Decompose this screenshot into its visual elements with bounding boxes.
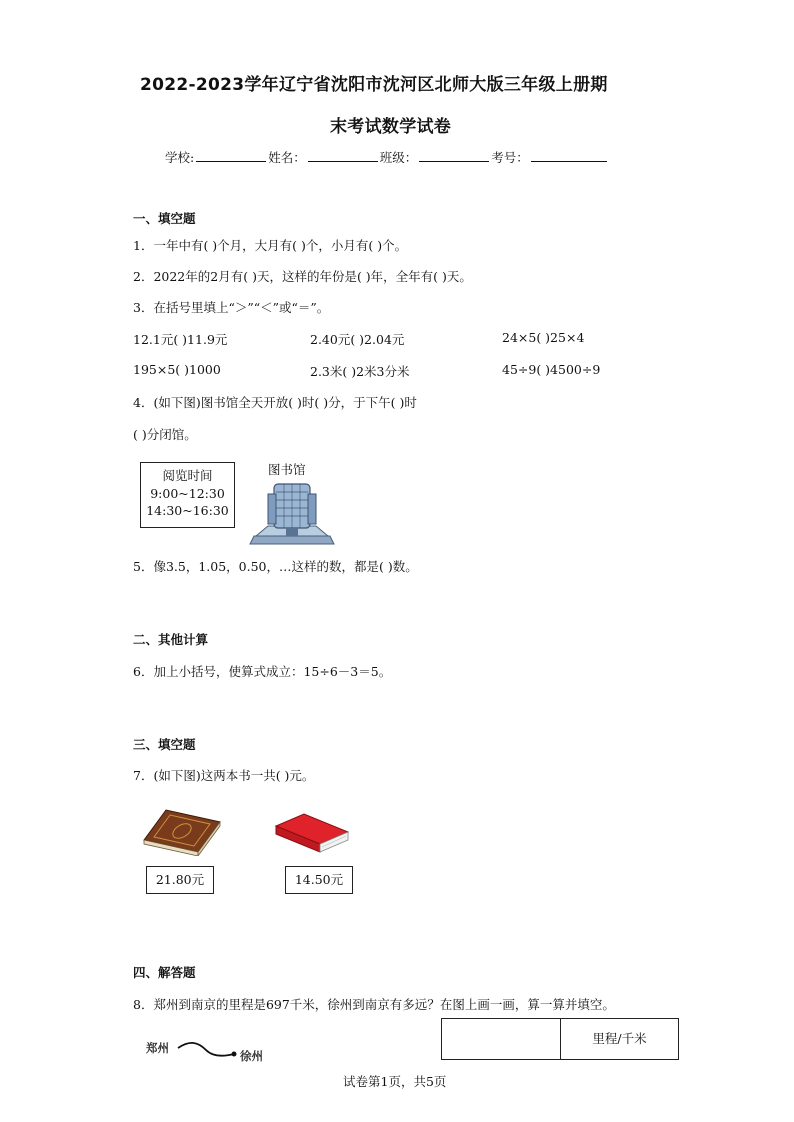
name-blank[interactable] bbox=[308, 149, 378, 162]
table-header-cell: 里程/千米 bbox=[592, 1031, 647, 1046]
book1-price-tag: 21.80元 bbox=[146, 866, 214, 894]
section-heading-4: 四、解答题 bbox=[133, 965, 196, 980]
page-title-line2: 末考试数学试卷 bbox=[330, 117, 452, 137]
section-heading-2: 二、其他计算 bbox=[133, 632, 209, 647]
q3-item-4: 195×5( )1000 bbox=[133, 362, 221, 377]
school-blank[interactable] bbox=[196, 149, 266, 162]
q3-item-1: 12.1元( )11.9元 bbox=[133, 332, 228, 347]
question-6: 6．加上小括号，使算式成立：15÷6－3＝5。 bbox=[133, 664, 392, 679]
student-info-line bbox=[165, 148, 609, 166]
library-building-icon bbox=[246, 478, 338, 546]
name-label: 姓名： bbox=[268, 150, 306, 165]
section-heading-3: 三、填空题 bbox=[133, 737, 196, 752]
q3-item-3: 24×5( )25×4 bbox=[502, 330, 585, 345]
page-footer: 试卷第1页，共5页 bbox=[343, 1074, 447, 1089]
route-curve-icon bbox=[176, 1040, 238, 1062]
brown-book-icon bbox=[140, 804, 224, 856]
route-start-label: 郑州 bbox=[146, 1041, 169, 1055]
class-blank[interactable] bbox=[419, 149, 489, 162]
reading-hours-morning: 9:00~12:30 bbox=[150, 486, 225, 501]
question-5: 5．像3.5，1.05，0.50，…这样的数，都是( )数。 bbox=[133, 559, 418, 574]
red-book-icon bbox=[270, 804, 354, 858]
question-3: 3．在括号里填上“＞”“＜”或“＝”。 bbox=[133, 300, 330, 315]
distance-table bbox=[441, 1018, 679, 1060]
reading-hours-afternoon: 14:30~16:30 bbox=[146, 503, 229, 518]
question-1: 1．一年中有( )个月，大月有( )个，小月有( )个。 bbox=[133, 238, 408, 253]
q3-item-5: 2.3米( )2米3分米 bbox=[310, 364, 410, 379]
section-heading-1: 一、填空题 bbox=[133, 211, 196, 226]
number-label: 考号： bbox=[491, 150, 529, 165]
question-4-line2: ( )分闭馆。 bbox=[133, 427, 197, 442]
q3-item-2: 2.40元( )2.04元 bbox=[310, 332, 405, 347]
question-8: 8．郑州到南京的里程是697千米，徐州到南京有多远？在图上画一画，算一算并填空。 bbox=[133, 997, 615, 1012]
class-label: 班级： bbox=[379, 150, 418, 165]
reading-hours-title: 阅览时间 bbox=[162, 468, 213, 483]
reading-hours-box bbox=[140, 462, 235, 528]
book2-price-tag: 14.50元 bbox=[285, 866, 353, 894]
school-label: 学校: bbox=[165, 150, 195, 165]
table-answer-cell[interactable] bbox=[442, 1019, 560, 1059]
page-title-line1: 2022-2023学年辽宁省沈阳市沈河区北师大版三年级上册期 bbox=[140, 75, 608, 95]
q3-item-6: 45÷9( )4500÷9 bbox=[502, 362, 601, 377]
library-label: 图书馆 bbox=[268, 462, 306, 477]
number-blank[interactable] bbox=[531, 149, 607, 162]
question-4-line1: 4．(如下图)图书馆全天开放( )时( )分，于下午( )时 bbox=[133, 395, 417, 410]
route-end-label: 徐州 bbox=[240, 1049, 263, 1063]
question-7: 7．(如下图)这两本书一共( )元。 bbox=[133, 768, 315, 783]
question-2: 2．2022年的2月有( )天，这样的年份是( )年，全年有( )天。 bbox=[133, 269, 472, 284]
